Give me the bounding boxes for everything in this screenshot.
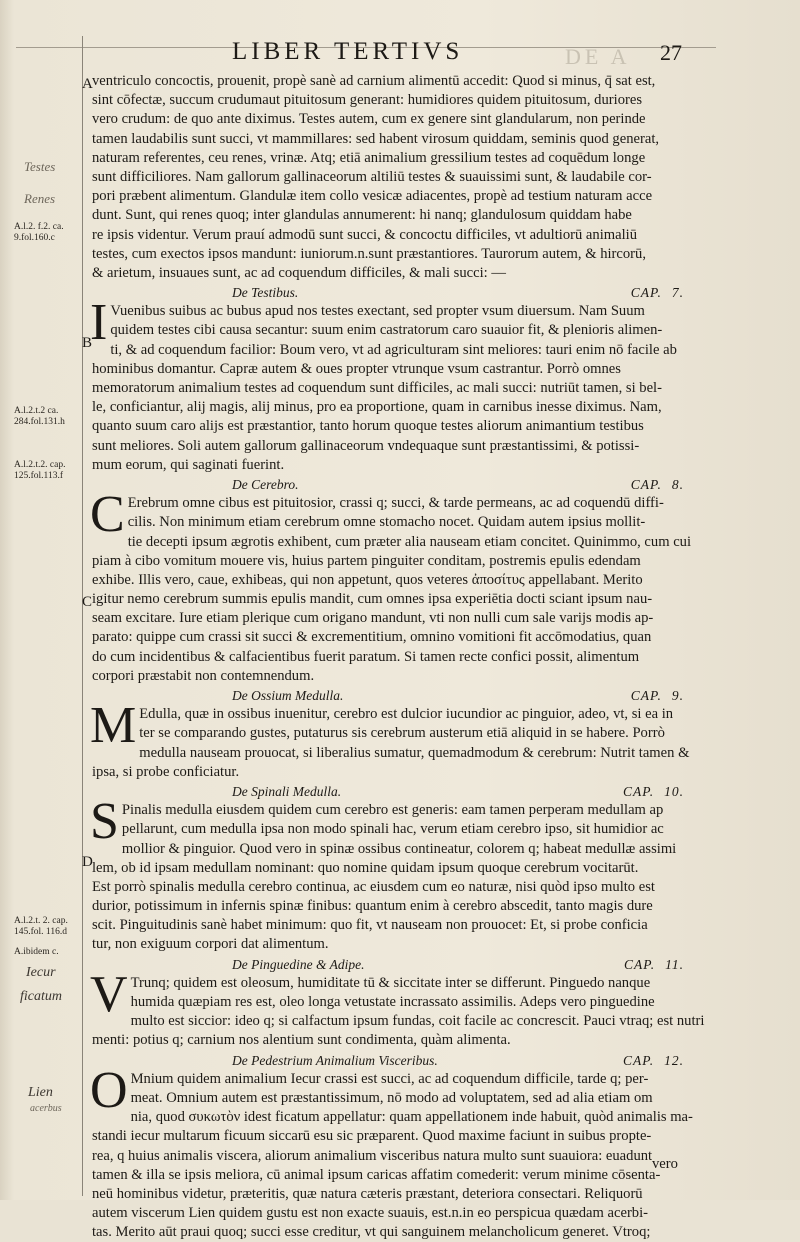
chapter-title: De Cerebro.	[232, 476, 299, 492]
text-line: meat. Omnium autem est præstantissimum, nō modo ad voluptatem, sed ad alia etiam om	[130, 1089, 653, 1106]
text-line: pori præbent alimentum. Glandulæ item collo vesicæ adiacentes, propè ad testium naturam acce	[92, 188, 653, 205]
drop-cap: S	[90, 793, 119, 851]
text-line: neū hominibus videtur, præteritis, quæ natura cæteris præstant, deteriora consectari. Reliquorū	[92, 1185, 643, 1202]
text-line: tur, non exiguum corpori dat alimentum.	[92, 936, 329, 953]
text-line: Vuenibus suibus ac bubus apud nos testes exectant, sed propter vsum diuersum. Nam Suum	[110, 303, 645, 320]
text-line: Mnium quidem animalium Iecur crassi est succi, ac ad coquendum difficile, tarde q; per-	[130, 1070, 649, 1087]
chapter-title: De Testibus.	[232, 285, 299, 301]
side-note: A.l.2.t.2 ca. 284.fol.131.h	[14, 406, 65, 427]
chapter-text	[90, 486, 710, 686]
handwritten-note: Renes	[24, 191, 56, 206]
text-line: sint cōfectæ, succum crudumaut pituitosum generant: humidiores quidem pituitosum, duriores	[92, 92, 643, 109]
chapter-text	[90, 793, 710, 955]
margin-letter-c: C	[82, 594, 93, 610]
chapter-text	[90, 697, 710, 782]
text-line: sunt meliores. Soli autem gallorum gallinaceorum vndequaque sunt præstantissimi, & potissi-	[92, 437, 640, 454]
margin-letter-b: B	[82, 335, 93, 351]
handwritten-note: Lien	[28, 1085, 53, 1100]
chapter-title: De Pedestrium Animalium Visceribus.	[232, 1052, 438, 1068]
text-line: tas. Merito aūt praui quoq; succi esse creditur, vt qui sanguinem melancholicum generet. Vtroq;	[92, 1224, 651, 1241]
text-line: cilis. Non minimum etiam cerebrum omne stomacho nocet. Quidam autem ipsius mollit-	[127, 514, 646, 531]
text-line: ventriculo concoctis, prouenit, propè sanè ad carnium alimentū accedit: Quod si minus, q̄ sat est,	[92, 73, 656, 89]
text-line: naturam referentes, ceu renes, vrinæ. Atq; etiā animalium gressilium testes ad coquēdum longe	[92, 149, 646, 166]
text-line: corpori præstabit non contemnendum.	[92, 667, 315, 684]
margin-letter-d: D	[82, 854, 93, 870]
text-line: le, conficiantur, alij magis, alij minus, pro ea proportione, quam in carnibus inesse diximus. Nam,	[92, 399, 662, 416]
chapter-heading	[92, 475, 710, 494]
chapter-heading	[92, 782, 710, 801]
text-line: testes, cum exectos ipsos mandunt: iuniorum.n.sunt præstantiores. Taurorum autem, & hircorū,	[92, 245, 646, 262]
handwritten-note: acerbus	[30, 1103, 62, 1114]
text-line: ti, & ad coquendum facilior: Boum vero, vt ad agriculturam sint meliores: tauri enim nō facile ab	[110, 341, 677, 358]
text-line: medulla nauseam prouocat, si liberalius sumatur, quemadmodum & cerebrum: Nutrit tamen &	[139, 744, 690, 761]
text-line: re ipsis videntur. Verum prauí admodū sunt succi, & concoctu difficiles, vt adultiorū animaliū	[92, 226, 637, 243]
chapter-number: CAP. 10.	[622, 783, 684, 799]
text-line: seam excitare. Iure etiam plerique cum origano mandunt, vti non nulli cum sale varijs modis ap-	[92, 610, 654, 627]
intro-paragraph	[92, 72, 710, 283]
text-line: lem, ob id ipsam medullam nominant: quo nomine quidam ipsum quoque cerebrum vocitarūt.	[92, 859, 639, 876]
running-title: LIBER TERTIVS	[232, 38, 464, 65]
text-line: Est porrò spinalis medulla cerebro continua, ac eiusdem cum eo naturæ, nisi quòd ipso multo est	[92, 878, 655, 895]
chapter-text	[90, 965, 710, 1051]
side-note: A.l.2.t.2. cap. 125.fol.113.f	[14, 460, 66, 481]
side-note: A.ibidem c.	[14, 947, 59, 957]
chapter-heading	[92, 1051, 710, 1070]
chapter-number: CAP. 9.	[630, 688, 684, 703]
text-line: piam à cibo vomitum mouere vis, huius partem pinguiter conditam, postremis epulis edendam	[92, 552, 641, 569]
side-note: A.l.2.t. 2. cap. 145.fol. 116.d	[14, 916, 68, 937]
drop-cap: M	[90, 697, 137, 755]
chapter-number: CAP. 12.	[622, 1052, 684, 1068]
text-line: menti: potius q; carnium nos alentium sunt condimenta, quàm alimenta.	[92, 1032, 511, 1049]
text-line: quanto suum caro alijs est præstantior, tanto horum quoque testes aliorum animantium testibus	[92, 418, 644, 435]
text-line: igitur nemo cerebrum summis epulis mandit, cum omnes ipsa experiētia docti sciant ipsum nau-	[92, 591, 653, 608]
text-line: parato: quippe cum crassi sit succi & excrementitium, omnino vomitioni fit accōmodatius, quan	[92, 629, 652, 646]
text-line: dunt. Sunt, qui renes quoq; inter glandulas annumerent: hi nanq; glandulosum quiddam habe	[92, 207, 632, 224]
drop-cap: O	[90, 1061, 128, 1119]
text-line: memoratorum animalium testes ad coquendum sunt difficiles, ac mali succi: nutriūt tamen, si bel-	[92, 380, 662, 396]
text-line: durior, potissimum in infernis spinæ finibus: quantum enim à cerebro abscedit, tanto magis dure	[92, 898, 653, 915]
text-line: vero crudum: de quo ante diximus. Testes autem, cum ex genere sint glandularum, non perinde	[92, 111, 646, 128]
text-line: tamen laudabilis sunt succi, vt mammillares: sed habent virosum quiddam, seminis quod generat,	[92, 130, 660, 147]
chapter-number: CAP. 11.	[623, 956, 684, 972]
text-line: ter se comparando gustes, putaturus sis cerebrum austerum etiā aliquid in se habere. Porrò	[139, 725, 665, 742]
text-line: & arietum, insuaues sunt, ac ad coquendum difficiles, & mali succi: —	[92, 264, 506, 281]
side-note: A.l.2. f.2. ca. 9.fol.160.c	[14, 222, 64, 243]
text-line: exhibe. Illis vero, caue, exhibeas, qui non appetunt, quos veteres ἀποσίτυς appellabant. Merito	[92, 571, 643, 588]
text-line: hominibus domantur. Capræ autem & oues propter vtrunque vsum castrantur. Porrò omnes	[92, 360, 621, 377]
chapter-title: De Ossium Medulla.	[232, 688, 344, 703]
text-line: Erebrum omne cibus est pituitosior, crassi q; succi, & tarde permeans, ac ad coquendū diffi-	[127, 495, 664, 512]
catchword: vero	[652, 1156, 678, 1172]
chapter-heading	[92, 686, 710, 705]
chapter-text	[90, 1061, 710, 1242]
text-line: Trunq; quidem est oleosum, humiditate tū & siccitate inter se differunt. Pinguedo nanque	[130, 974, 651, 991]
margin-letter-a: A	[82, 76, 93, 92]
text-line: sunt difficiliores. Nam gallorum gallinaceorum altiliū testes & suauissimi sunt, & laudabile cor-	[92, 168, 652, 185]
page-number: 27	[660, 40, 682, 65]
text-line: scit. Pinguitudinis sanè habet minimum: quo fit, vt nauseam non prouocet: Et, si probe conficia	[92, 917, 648, 934]
text-line: tamen & illa se ipsis meliora, cū animal ipsum caricas affatim comederit: verum minime cōsenta-	[92, 1166, 661, 1183]
text-line: standi iecur multarum ficuum siccarū esu sic præparent. Quod maxime faciunt in suibus propte-	[92, 1128, 652, 1145]
handwritten-note: ficatum	[20, 989, 62, 1004]
handwritten-note: Iecur	[26, 965, 56, 980]
chapter-title: De Spinali Medulla.	[232, 783, 342, 799]
text-line: Edulla, quæ in ossibus inuenitur, cerebro est dulcior iucundior ac pinguior, adeo, vt, si ea in	[139, 706, 674, 723]
text-line: pellarunt, cum medulla ipsa non modo spinali hac, verum etiam cerebro ipso, sit humidior ac	[121, 821, 664, 838]
show-through-title: DE A	[565, 44, 631, 69]
text-line: mum eorum, qui saginati fuerint.	[92, 456, 285, 473]
text-line: multo est siccior: ideo q; si calfactum ipsum fundas, coit facile ac concrescit. Pauci vtraq; est nutri	[130, 1013, 705, 1030]
chapter-heading	[92, 955, 710, 974]
text-line: autem viscerum Lien quidem gustu est non exacte suauis, est.n.in eo perspicua quædam acerbi-	[92, 1205, 649, 1222]
text-line: rea, q huius animalis viscera, aliorum animalium visceribus natura multo sunt suauiora: euadunt	[92, 1147, 653, 1164]
drop-cap: C	[90, 486, 125, 544]
text-line: humida quæpiam res est, oleo longa vetustate incrassato assimilis. Adeps vero pinguedine	[130, 994, 655, 1010]
chapter-title: De Pinguedine & Adipe.	[232, 956, 365, 972]
text-line: Pinalis medulla eiusdem quidem cum cerebro est generis: eam tamen perperam medullam ap	[121, 802, 664, 819]
text-line: quidem testes cibi causa secantur: suum enim castratorum caro suauior fit, & plenioris alimen-	[110, 322, 663, 339]
text-line: do cum incidentibus & calfacientibus fuerit paratum. Si tamen recte confici possit, alimentum	[92, 648, 640, 665]
handwritten-note: Testes	[24, 159, 56, 174]
ruled-line-margin	[82, 36, 83, 1196]
chapter-number: CAP. 8.	[630, 476, 684, 492]
text-line: nia, quod συκωτὸν idest ficatum appellatur: quam appellationem inde habuit, quòd animalis ma-	[130, 1109, 693, 1126]
running-head	[0, 36, 800, 70]
text-line: ipsa, si probe conficiatur.	[92, 763, 240, 780]
drop-cap: V	[90, 965, 128, 1023]
chapter-text	[90, 294, 710, 475]
drop-cap: I	[90, 294, 108, 352]
text-line: mollior & pinguior. Quod vero in spinæ ossibus contineatur, colorem q; habeat medullæ assimi	[121, 840, 677, 857]
chapter-heading	[92, 283, 710, 302]
chapter-number: CAP. 7.	[630, 285, 684, 301]
text-block	[92, 72, 710, 1242]
text-line: tie decepti ipsum ægrotis exhibent, cum præter alia nauseam etiam concitet. Quinimmo, cum cui	[127, 533, 692, 550]
